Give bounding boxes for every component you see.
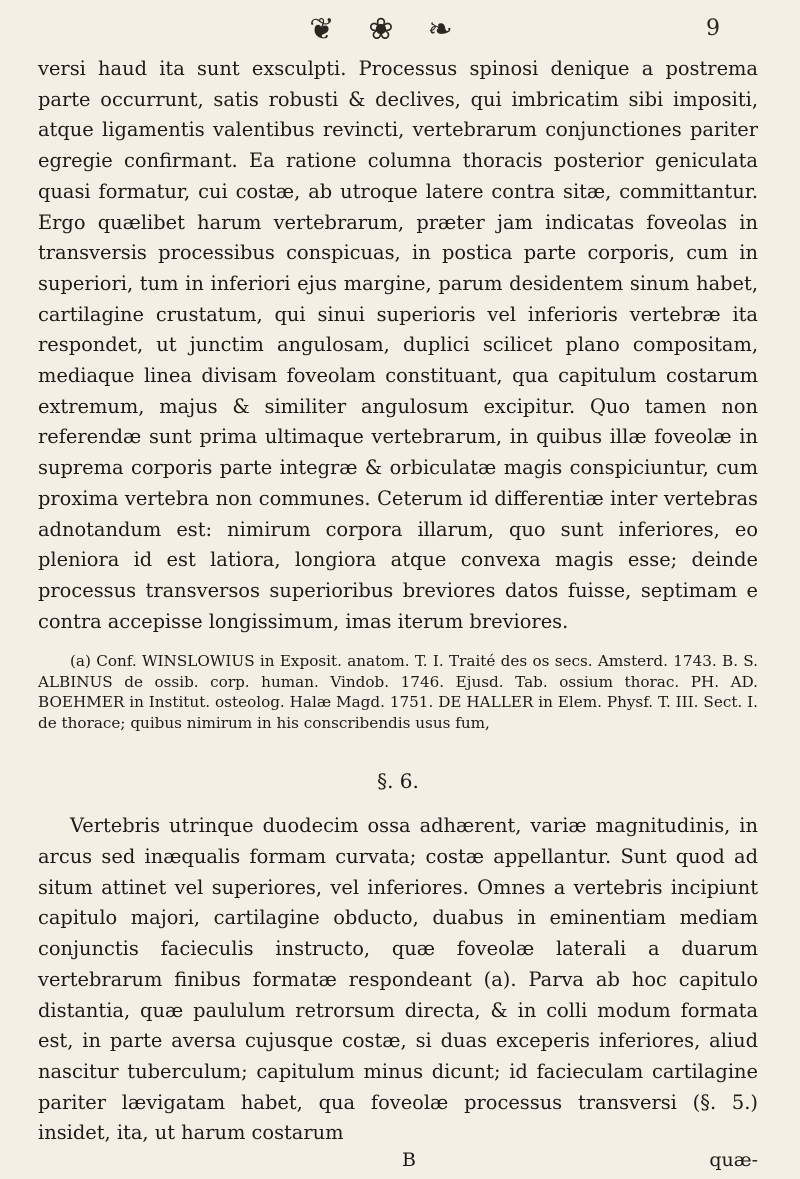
section-heading: §. 6. [377,769,419,794]
catchword: quæ- [709,1149,758,1172]
page-number: 9 [706,16,754,41]
ornament-center-icon: ❀ [368,12,428,47]
body-paragraph-2: Vertebris utrinque duodecim ossa adhærent, variæ magnitudinis, in arcus sed inæqualis formam curvata; costæ appellantur. Sunt quod ad situm attinet vel superiores, vel inferiores. Omnes a vertebris incipiunt capitulo majori, cartilagine obducto, duabus in eminentiam mediam conjunctis facieculis instructo, quæ foveolæ laterali a duarum vertebrarum finibus formatæ respondeant (a). Parva ab hoc capitulo distantia, quæ paululum retrorsum directa, & in colli modum formata est, in parte aversa cujusque costæ, si duas exceperis inferiores, aliud nascitur tuberculum; capitulum minus dicunt; id facieculam cartilagine pariter lævigatam habet, qua foveolæ processus transversi (§. 5.) insidet, ita, ut harum costarum [38,814,758,1145]
page-footer [38,1149,758,1179]
header-ornaments [38,12,758,54]
signature-mark: B [402,1149,416,1172]
body-paragraph-1: versi haud ita sunt exsculpti. Processus spinosi denique a postrema parte occurrunt, satis robusti & declives, qui imbricatim sibi impositi, atque ligamentis valentibus revincti, vertebrarum conjunctiones pariter egregie confirmant. Ea ratione columna thoracis posterior geniculata quasi formatur, cui costæ, ab utroque latere contra sitæ, committantur. Ergo quælibet harum vertebrarum, præter jam indicatas foveolas in transversis processibus conspicuas, in postica parte corporis, cum in superiori, tum in inferiori ejus margine, parum desidentem sinum habet, cartilagine crustatum, qui sinui superioris vel inferioris vertebræ ita respondet, ut junctim angulosam, duplici scilicet plano compositam, mediaque linea divisam foveolam constituant, qua capitulum costarum extremum, majus & similiter angulosum excipitur. Quo tamen non referendæ sunt prima ultimaque vertebrarum, in quibus illæ foveolæ in suprema corporis parte integræ & orbiculatæ magis conspiciuntur, cum proxima vertebra non communes. Ceterum id differentiæ inter vertebras adnotandum est: nimirum corpora illarum, quo sunt inferiores, eo pleniora id est latiora, longiora atque convexa magis esse; deinde processus transversos superioribus breviores datos fuisse, septimam e contra accepisse longissimum, imas iterum breviores. [38,57,758,633]
ornament-right-icon: ❧ [427,12,487,47]
footnote-a: (a) Conf. WINSLOWIUS in Exposit. anatom. T. I. Traité des os secs. Amsterd. 1743. B. S. ALBINUS de ossib. corp. human. Vindob. 1746. Ejusd. Tab. ossium thorac. PH. AD. BOEHMER in Institut. osteolog. Halæ Magd. 1751. DE HALLER in Elem. Physf. T. III. Sect. I. de thorace; quibus nimirum in his conscribendis usus fum, [38,652,758,732]
ornament-left-icon: ❦ [309,12,369,47]
